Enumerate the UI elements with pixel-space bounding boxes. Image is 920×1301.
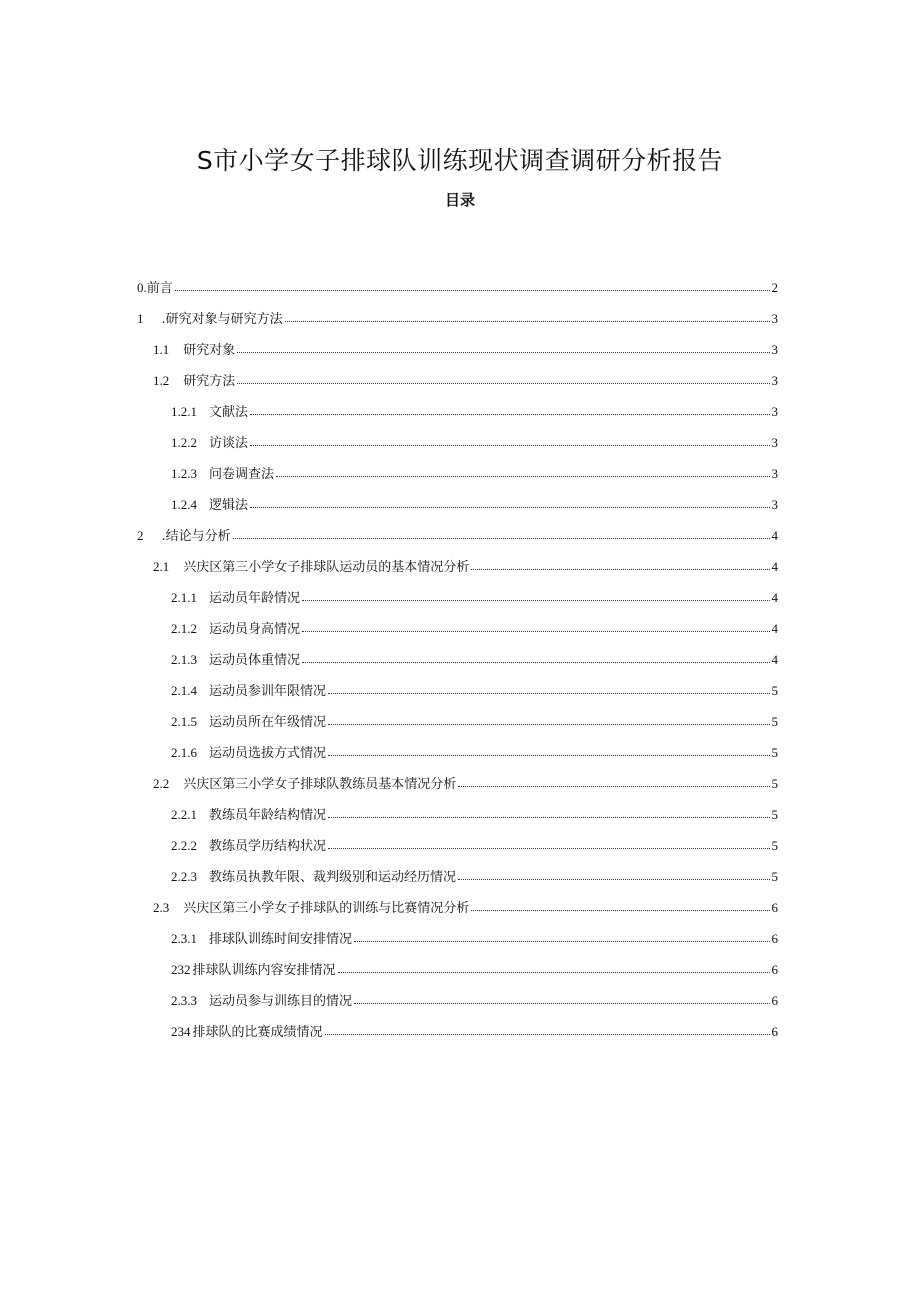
toc-entry-page-number: 3 xyxy=(771,342,778,357)
toc-entry-number: 2.1.2 xyxy=(171,621,197,636)
toc-dot-leader xyxy=(328,847,769,849)
toc-entry-title: 兴庆区第三小学女子排球队教练员基本情况分析 xyxy=(183,777,457,792)
toc-dot-leader xyxy=(175,289,770,291)
toc-entry-number: 2.1.6 xyxy=(171,745,197,760)
toc-entry-number: 2.1.4 xyxy=(171,683,197,698)
toc-entry-page-number: 5 xyxy=(771,838,778,853)
toc-entry-title: 运动员身高情况 xyxy=(209,622,301,637)
toc-entry-page-number: 6 xyxy=(771,1024,778,1039)
toc-entry[interactable] xyxy=(171,742,778,764)
toc-entry-page-number: 5 xyxy=(771,745,778,760)
toc-entry[interactable] xyxy=(137,308,778,330)
toc-dot-leader xyxy=(233,537,770,539)
toc-entry[interactable] xyxy=(171,990,778,1012)
toc-entry-title: 运动员选拔方式情况 xyxy=(209,746,327,761)
toc-entry-number: 1.2.1 xyxy=(171,404,197,419)
toc-entry-page-number: 5 xyxy=(771,683,778,698)
toc-entry[interactable] xyxy=(171,680,778,702)
toc-dot-leader xyxy=(471,909,769,911)
toc-entry-number: 1.2.2 xyxy=(171,435,197,450)
toc-entry-title: 前言 xyxy=(146,281,173,296)
toc-entry[interactable] xyxy=(153,556,778,578)
toc-entry-title: .结论与分析 xyxy=(161,529,231,544)
toc-entry[interactable] xyxy=(137,277,778,299)
toc-entry-page-number: 6 xyxy=(771,900,778,915)
toc-dot-leader xyxy=(250,413,769,415)
toc-entry-page-number: 5 xyxy=(771,807,778,822)
toc-entry-number: 2.1.3 xyxy=(171,652,197,667)
toc-entry[interactable] xyxy=(153,897,778,919)
toc-entry[interactable] xyxy=(153,773,778,795)
toc-entry-page-number: 5 xyxy=(771,714,778,729)
toc-entry-title: 兴庆区第三小学女子排球队的训练与比赛情况分析 xyxy=(183,901,470,916)
toc-entry-number: 232 xyxy=(171,962,191,977)
toc-entry[interactable] xyxy=(171,649,778,671)
toc-entry-title: 排球队的比赛成绩情况 xyxy=(192,1025,323,1040)
toc-entry-number: 2.3.1 xyxy=(171,931,197,946)
toc-dot-leader xyxy=(237,382,769,384)
toc-entry-number: 1.2.3 xyxy=(171,466,197,481)
toc-entry-title: 运动员参训年限情况 xyxy=(209,684,327,699)
toc-entry-number: 234 xyxy=(171,1024,191,1039)
toc-entry[interactable] xyxy=(171,401,778,423)
toc-entry-title: .研究对象与研究方法 xyxy=(161,312,283,327)
toc-dot-leader xyxy=(354,940,769,942)
toc-entry-title: 排球队训练时间安排情况 xyxy=(209,932,353,947)
toc-dot-leader xyxy=(276,475,769,477)
toc-entry-title: 逻辑法 xyxy=(209,498,249,513)
toc-dot-leader xyxy=(328,723,769,725)
toc-entry-title: 教练员学历结构状况 xyxy=(209,839,327,854)
toc-entry[interactable] xyxy=(153,370,778,392)
toc-entry-title: 研究对象 xyxy=(183,343,236,358)
toc-entry-page-number: 5 xyxy=(771,776,778,791)
toc-dot-leader xyxy=(328,754,769,756)
toc-entry[interactable] xyxy=(171,432,778,454)
toc-entry[interactable] xyxy=(171,866,778,888)
toc-entry-number: 2.2.2 xyxy=(171,838,197,853)
toc-entry-title: 教练员执教年限、裁判级别和运动经历情况 xyxy=(209,870,457,885)
toc-entry-title: 运动员参与训练目的情况 xyxy=(209,994,353,1009)
toc-entry[interactable] xyxy=(171,928,778,950)
toc-dot-leader xyxy=(250,506,769,508)
toc-heading: 目录 xyxy=(444,191,475,209)
toc-entry[interactable] xyxy=(171,959,778,981)
toc-entry[interactable] xyxy=(171,835,778,857)
toc-entry-number: 2.1.1 xyxy=(171,590,197,605)
toc-entry-number: 0. xyxy=(137,280,147,295)
toc-entry-page-number: 6 xyxy=(771,993,778,1008)
toc-entry-number: 2 xyxy=(137,528,144,543)
toc-entry[interactable] xyxy=(171,494,778,516)
toc-entry-number: 2.1.5 xyxy=(171,714,197,729)
toc-entry-page-number: 4 xyxy=(771,559,778,574)
toc-dot-leader xyxy=(354,1002,769,1004)
toc-entry-number: 1.2 xyxy=(153,373,170,388)
toc-entry-title: 问卷调查法 xyxy=(209,467,275,482)
toc-entry-number: 1 xyxy=(137,311,144,326)
toc-entry-number: 1.1 xyxy=(153,342,170,357)
toc-dot-leader xyxy=(458,878,769,880)
toc-dot-leader xyxy=(302,630,769,632)
toc-dot-leader xyxy=(250,444,769,446)
toc-entry-title: 文献法 xyxy=(209,405,249,420)
toc-dot-leader xyxy=(471,568,769,570)
toc-dot-leader xyxy=(325,1033,770,1035)
toc-entry[interactable] xyxy=(171,463,778,485)
toc-entry-title: 运动员年龄情况 xyxy=(209,591,301,606)
toc-entry-page-number: 4 xyxy=(771,652,778,667)
document-title: S市小学女子排球队训练现状调查调研分析报告 xyxy=(196,145,724,175)
toc-entry[interactable] xyxy=(171,1021,778,1043)
toc-entry[interactable] xyxy=(171,711,778,733)
toc-dot-leader xyxy=(328,816,769,818)
toc-entry-number: 2.3 xyxy=(153,900,170,915)
toc-entry-page-number: 6 xyxy=(771,931,778,946)
toc-entry[interactable] xyxy=(137,525,778,547)
toc-entry-title: 兴庆区第三小学女子排球队运动员的基本情况分析 xyxy=(183,560,470,575)
toc-entry-page-number: 6 xyxy=(771,962,778,977)
toc-entry-page-number: 3 xyxy=(771,466,778,481)
toc-entry-title: 运动员体重情况 xyxy=(209,653,301,668)
toc-dot-leader xyxy=(285,320,770,322)
toc-entry[interactable] xyxy=(153,339,778,361)
toc-entry-page-number: 4 xyxy=(771,590,778,605)
toc-entry-title: 运动员所在年级情况 xyxy=(209,715,327,730)
toc-dot-leader xyxy=(458,785,769,787)
toc-entry-title: 研究方法 xyxy=(183,374,236,389)
toc-entry-number: 2.2.1 xyxy=(171,807,197,822)
toc-entry-page-number: 4 xyxy=(771,621,778,636)
toc-entry-page-number: 2 xyxy=(771,280,778,295)
toc-entry-number: 2.1 xyxy=(153,559,170,574)
toc-entry-page-number: 3 xyxy=(771,497,778,512)
toc-dot-leader xyxy=(338,971,770,973)
toc-entry-title: 排球队训练内容安排情况 xyxy=(192,963,336,978)
toc-dot-leader xyxy=(328,692,769,694)
toc-entry-number: 2.2.3 xyxy=(171,869,197,884)
toc-entry-page-number: 3 xyxy=(771,311,778,326)
toc-entry[interactable] xyxy=(171,618,778,640)
toc-entry-number: 2.2 xyxy=(153,776,170,791)
toc-entry-title: 访谈法 xyxy=(209,436,249,451)
toc-dot-leader xyxy=(302,599,769,601)
toc-entry-page-number: 5 xyxy=(771,869,778,884)
toc-entry-number: 2.3.3 xyxy=(171,993,197,1008)
toc-entry-page-number: 3 xyxy=(771,404,778,419)
toc-dot-leader xyxy=(302,661,769,663)
toc-entry-page-number: 3 xyxy=(771,435,778,450)
toc-entry-title: 教练员年龄结构情况 xyxy=(209,808,327,823)
toc-entry[interactable] xyxy=(171,587,778,609)
toc-entry[interactable] xyxy=(171,804,778,826)
toc-entry-page-number: 3 xyxy=(771,373,778,388)
toc-dot-leader xyxy=(237,351,769,353)
toc-entry-page-number: 4 xyxy=(771,528,778,543)
toc-entry-number: 1.2.4 xyxy=(171,497,197,512)
